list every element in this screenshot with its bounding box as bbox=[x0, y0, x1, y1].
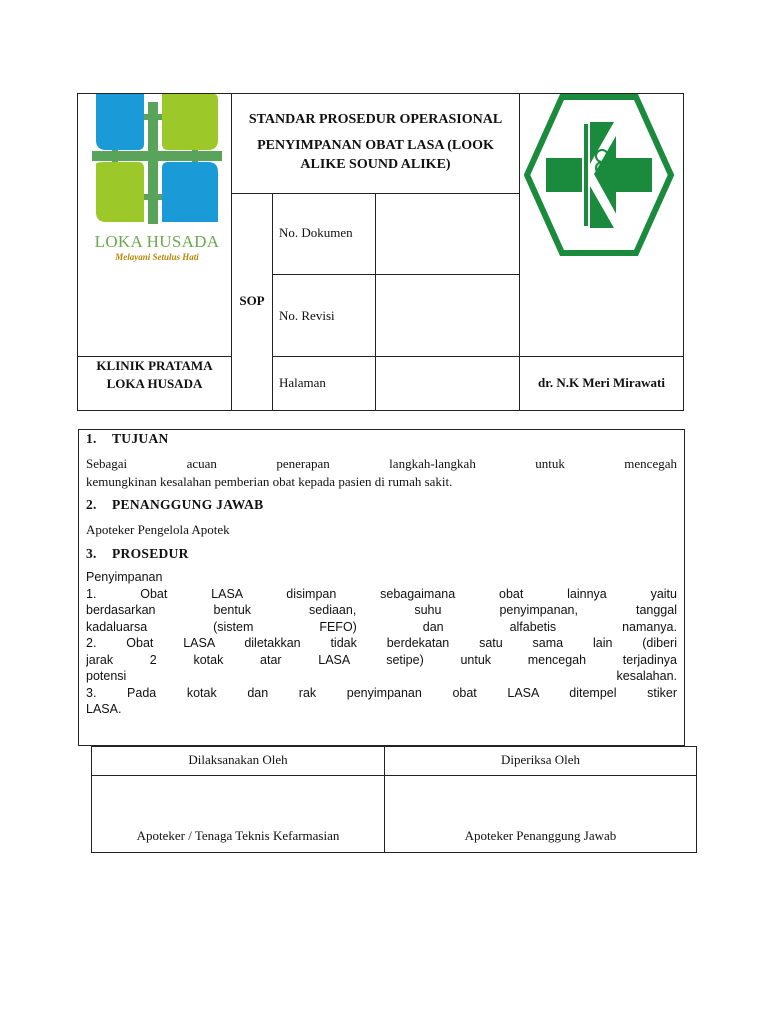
section-title: PENANGGUNG JAWAB bbox=[112, 497, 264, 512]
prosedur-line: potensi kesalahan. bbox=[86, 669, 677, 683]
prosedur-line: 2. Obat LASA diletakkan tidak berdekatan satu sama lain (diberi bbox=[86, 636, 677, 650]
tujuan-text-line-2: kemungkinan kesalahan pemberian obat kepada pasien di rumah sakit. bbox=[86, 474, 453, 489]
head-signatory: dr. N.K Meri Mirawati bbox=[538, 375, 665, 390]
prosedur-body bbox=[86, 569, 677, 718]
section-prosedur-heading bbox=[86, 546, 189, 562]
section-penanggung-jawab-heading bbox=[86, 497, 263, 513]
prosedur-line: 1. Obat LASA disimpan sebagaimana obat lainnya yaitu bbox=[86, 586, 677, 601]
penanggung-jawab-text: Apoteker Pengelola Apotek bbox=[86, 522, 230, 537]
prosedur-line: Penyimpanan bbox=[86, 570, 163, 584]
page-label: Halaman bbox=[279, 375, 326, 390]
checker-role: Apoteker Penanggung Jawab bbox=[464, 828, 617, 843]
checked-by-label: Diperiksa Oleh bbox=[500, 752, 581, 767]
document-number-label: No. Dokumen bbox=[279, 225, 353, 240]
title-line-1: STANDAR PROSEDUR OPERASIONAL bbox=[248, 112, 503, 127]
logo-brand-name: LOKA HUSADA bbox=[94, 232, 220, 251]
section-title: TUJUAN bbox=[112, 431, 169, 446]
revision-number-label: No. Revisi bbox=[279, 308, 335, 323]
clinic-logo bbox=[92, 94, 222, 269]
prosedur-line: jarak 2 kotak atar LASA setipe) untuk mencegah terjadinya bbox=[86, 652, 677, 667]
loka-husada-logo-icon bbox=[92, 94, 222, 224]
title-line-3: ALIKE SOUND ALIKE) bbox=[300, 157, 451, 172]
green-cross-emblem bbox=[524, 94, 674, 256]
section-number: 2. bbox=[86, 497, 97, 512]
sop-label: SOP bbox=[239, 293, 265, 308]
clinic-name bbox=[78, 357, 231, 393]
tujuan-text-line-1: Sebagai acuan penerapan langkah-langkah untuk mencegah bbox=[86, 456, 677, 471]
prosedur-line: berdasarkan bentuk sediaan, suhu penyimpanan, tanggal bbox=[86, 603, 677, 617]
document-title bbox=[232, 110, 519, 174]
section-tujuan-heading bbox=[86, 431, 169, 447]
prosedur-line: LASA. bbox=[86, 702, 122, 716]
section-title: PROSEDUR bbox=[112, 546, 189, 561]
clinic-name-line-1: KLINIK PRATAMA bbox=[96, 358, 213, 373]
medical-cross-icon bbox=[524, 94, 674, 256]
title-line-2: PENYIMPANAN OBAT LASA (LOOK bbox=[257, 138, 494, 153]
prosedur-line: kadaluarsa (sistem FEFO) dan alfabetis namanya. bbox=[86, 619, 677, 634]
clinic-name-line-2: LOKA HUSADA bbox=[106, 376, 203, 391]
executor-role: Apoteker / Tenaga Teknis Kefarmasian bbox=[136, 828, 340, 843]
prosedur-line: 3. Pada kotak dan rak penyimpanan obat LASA ditempel stiker bbox=[86, 685, 677, 700]
section-number: 3. bbox=[86, 546, 97, 561]
logo-tagline: Melayani Setulus Hati bbox=[115, 252, 199, 262]
executed-by-label: Dilaksanakan Oleh bbox=[188, 752, 288, 767]
section-number: 1. bbox=[86, 431, 97, 446]
